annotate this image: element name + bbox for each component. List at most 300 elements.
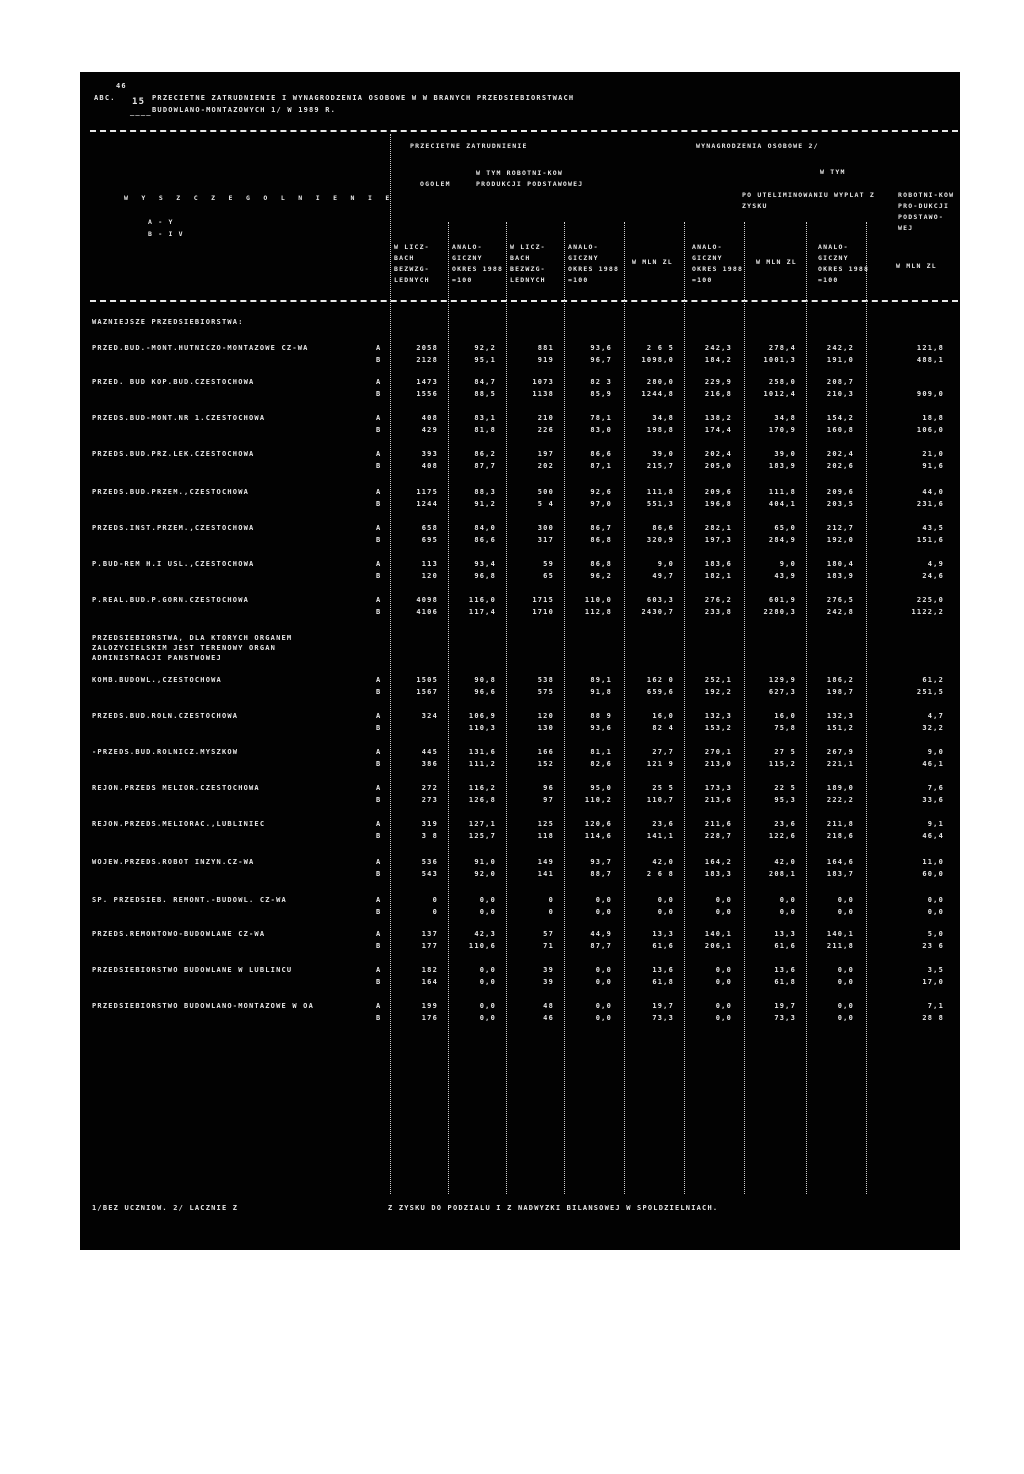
table-cell: 575 <box>537 688 554 696</box>
period-label-b: B <box>376 908 382 916</box>
table-cell: 93,6 <box>590 724 612 732</box>
table-cell: 91,8 <box>590 688 612 696</box>
table-cell: 3,5 <box>927 966 944 974</box>
table-cell: 111,8 <box>646 488 674 496</box>
table-cell: 199 <box>421 1002 438 1010</box>
table-cell: 252,1 <box>704 676 732 684</box>
table-cell: 110,0 <box>584 596 612 604</box>
table-cell: 0 <box>432 908 438 916</box>
table-cell: 202,4 <box>826 450 854 458</box>
table-cell: 233,8 <box>704 608 732 616</box>
column-separator <box>624 222 625 1194</box>
table-cell: 258,0 <box>768 378 796 386</box>
table-cell: 919 <box>537 356 554 364</box>
table-cell: 177 <box>421 942 438 950</box>
table-cell: 601,9 <box>768 596 796 604</box>
table-cell: 488,1 <box>916 356 944 364</box>
row-name: KOMB.BUDOWL.,CZESTOCHOWA <box>92 676 222 684</box>
page-number: 46 <box>116 82 127 90</box>
table-cell: 154,2 <box>826 414 854 422</box>
table-cell: 202 <box>537 462 554 470</box>
table-cell: 209,6 <box>826 488 854 496</box>
title-underline: ──── <box>130 112 152 120</box>
period-label-b: B <box>376 426 382 434</box>
table-cell: 46 <box>543 1014 554 1022</box>
table-cell: 445 <box>421 748 438 756</box>
table-cell: 0,0 <box>715 908 732 916</box>
table-cell: 170,9 <box>768 426 796 434</box>
table-cell: 141 <box>537 870 554 878</box>
row-name: PRZEDS.INST.PRZEM.,CZESTOCHOWA <box>92 524 255 532</box>
table-cell: 659,6 <box>646 688 674 696</box>
header-wages: WYNAGRODZENIA OSOBOWE 2/ <box>696 142 819 150</box>
header-w-tym: W TYM <box>820 168 846 176</box>
period-label-a: A <box>376 712 382 720</box>
table-cell: 0 <box>548 908 554 916</box>
table-cell: 34,8 <box>652 414 674 422</box>
row-name: P.REAL.BUD.P.GORN.CZESTOCHOWA <box>92 596 250 604</box>
column-separator <box>866 222 867 1194</box>
period-label-a: A <box>376 414 382 422</box>
table-cell: 0,0 <box>779 896 796 904</box>
table-cell: 87,1 <box>590 462 612 470</box>
table-cell: 0,0 <box>837 908 854 916</box>
table-cell: 23 6 <box>922 942 944 950</box>
table-cell: 1098,0 <box>641 356 674 364</box>
period-label-b: B <box>376 536 382 544</box>
table-cell: 4106 <box>416 608 438 616</box>
table-cell: 0,0 <box>715 978 732 986</box>
row-name: PRZEDS.REMONTOWO-BUDOWLANE CZ-WA <box>92 930 266 938</box>
table-cell: 85,9 <box>590 390 612 398</box>
table-cell: 42,0 <box>774 858 796 866</box>
row-name: -PRZEDS.BUD.ROLNICZ.MYSZKOW <box>92 748 239 756</box>
table-cell: 131,6 <box>468 748 496 756</box>
table-cell: 210 <box>537 414 554 422</box>
table-cell: 96,2 <box>590 572 612 580</box>
table-cell: 0,0 <box>837 896 854 904</box>
table-cell: 0,0 <box>595 908 612 916</box>
period-label-b: B <box>376 462 382 470</box>
table-cell: 91,2 <box>474 500 496 508</box>
header-mln-3: W MLN ZL <box>896 262 937 270</box>
period-label-b: B <box>376 572 382 580</box>
table-cell: 96,8 <box>474 572 496 580</box>
table-cell: 65 <box>543 572 554 580</box>
table-cell: 18,8 <box>922 414 944 422</box>
table-cell: 210,3 <box>826 390 854 398</box>
table-cell: 215,7 <box>646 462 674 470</box>
table-cell: 191,0 <box>826 356 854 364</box>
table-cell: 0,0 <box>595 1014 612 1022</box>
table-cell: 0,0 <box>779 908 796 916</box>
row-name: PRZEDS.BUD-MONT.NR 1.CZESTOCHOWA <box>92 414 266 422</box>
table-cell: 267,9 <box>826 748 854 756</box>
table-cell: 83,1 <box>474 414 496 422</box>
table-cell: 141,1 <box>646 832 674 840</box>
table-cell: 16,0 <box>774 712 796 720</box>
table-cell: 149 <box>537 858 554 866</box>
table-cell: 73,3 <box>652 1014 674 1022</box>
table-cell: 88,7 <box>590 870 612 878</box>
table-cell: 2430,7 <box>641 608 674 616</box>
table-cell: 2058 <box>416 344 438 352</box>
table-cell: 22 5 <box>774 784 796 792</box>
table-cell: 116,0 <box>468 596 496 604</box>
column-separator <box>448 222 449 1194</box>
period-label-b: B <box>376 760 382 768</box>
table-cell: 213,0 <box>704 760 732 768</box>
table-cell: 140,1 <box>826 930 854 938</box>
table-cell: 164,6 <box>826 858 854 866</box>
table-cell: 151,6 <box>916 536 944 544</box>
table-cell: 111,2 <box>468 760 496 768</box>
table-cell: 0,0 <box>479 896 496 904</box>
table-cell: 39,0 <box>774 450 796 458</box>
table-cell: 284,9 <box>768 536 796 544</box>
header-count-2: W LICZ-BACH BEZWZG-LEDNYCH <box>510 243 546 284</box>
table-cell: 83,0 <box>590 426 612 434</box>
table-cell: 43,9 <box>774 572 796 580</box>
table-cell: 7,1 <box>927 1002 944 1010</box>
table-cell: 183,6 <box>704 560 732 568</box>
period-label-a: A <box>376 676 382 684</box>
table-cell: 242,8 <box>826 608 854 616</box>
table-cell: 61,2 <box>922 676 944 684</box>
table-cell: 121 9 <box>646 760 674 768</box>
table-cell: 125 <box>537 820 554 828</box>
period-label-a: A <box>376 896 382 904</box>
table-cell: 13,6 <box>774 966 796 974</box>
period-label-a: A <box>376 596 382 604</box>
table-cell: 122,6 <box>768 832 796 840</box>
table-cell: 86,6 <box>474 536 496 544</box>
table-cell: 0,0 <box>715 966 732 974</box>
table-cell: 88,5 <box>474 390 496 398</box>
table-cell: 173,3 <box>704 784 732 792</box>
table-cell: 5 4 <box>537 500 554 508</box>
table-cell: 500 <box>537 488 554 496</box>
table-cell: 81,8 <box>474 426 496 434</box>
table-cell: 125,7 <box>468 832 496 840</box>
table-cell: 121,8 <box>916 344 944 352</box>
table-cell: 222,2 <box>826 796 854 804</box>
table-cell: 228,7 <box>704 832 732 840</box>
period-label-a: A <box>376 748 382 756</box>
table-cell: 152 <box>537 760 554 768</box>
period-label-b: B <box>376 356 382 364</box>
table-cell: 46,4 <box>922 832 944 840</box>
table-cell: 2128 <box>416 356 438 364</box>
table-cell: 206,1 <box>704 942 732 950</box>
column-separator <box>684 222 685 1194</box>
table-cell: 229,9 <box>704 378 732 386</box>
table-cell: 429 <box>421 426 438 434</box>
table-cell: 282,1 <box>704 524 732 532</box>
table-cell: 218,6 <box>826 832 854 840</box>
table-cell: 0,0 <box>479 978 496 986</box>
table-cell: 11,0 <box>922 858 944 866</box>
table-cell: 120 <box>537 712 554 720</box>
table-cell: 192,2 <box>704 688 732 696</box>
table-cell: 138,2 <box>704 414 732 422</box>
table-cell: 205,0 <box>704 462 732 470</box>
table-cell: 4098 <box>416 596 438 604</box>
table-cell: 23,6 <box>774 820 796 828</box>
table-cell: 695 <box>421 536 438 544</box>
table-cell: 110,2 <box>584 796 612 804</box>
period-label-b: B <box>376 870 382 878</box>
table-cell: 88 9 <box>590 712 612 720</box>
table-cell: 86,2 <box>474 450 496 458</box>
table-cell: 81,1 <box>590 748 612 756</box>
column-separator <box>506 222 507 1194</box>
header-index-1: ANALO-GICZNY OKRES 1988 =100 <box>452 243 504 284</box>
period-label-a: A <box>376 488 382 496</box>
header-bottom-rule <box>90 300 958 302</box>
table-cell: 92,0 <box>474 870 496 878</box>
period-label-b: B <box>376 796 382 804</box>
table-cell: 23,6 <box>652 820 674 828</box>
table-cell: 225,0 <box>916 596 944 604</box>
table-cell: 208,7 <box>826 378 854 386</box>
table-cell: 25 5 <box>652 784 674 792</box>
period-label-a: A <box>376 820 382 828</box>
table-cell: 24,6 <box>922 572 944 580</box>
table-cell: 43,5 <box>922 524 944 532</box>
table-cell: 61,8 <box>652 978 674 986</box>
table-cell: 110,3 <box>468 724 496 732</box>
table-cell: 7,6 <box>927 784 944 792</box>
table-cell: 97,0 <box>590 500 612 508</box>
column-separator <box>744 222 745 1194</box>
row-name: REJON.PRZEDS MELIOR.CZESTOCHOWA <box>92 784 260 792</box>
table-cell: 3 8 <box>421 832 438 840</box>
table-cell: 2 6 8 <box>646 870 674 878</box>
table-cell: 87,7 <box>590 942 612 950</box>
table-cell: 272 <box>421 784 438 792</box>
table-cell: 603,3 <box>646 596 674 604</box>
period-label-a: A <box>376 378 382 386</box>
table-cell: 19,7 <box>774 1002 796 1010</box>
table-cell: 44,9 <box>590 930 612 938</box>
table-cell: 61,6 <box>652 942 674 950</box>
table-cell: 0,0 <box>657 908 674 916</box>
section-label: WAZNIEJSZE PRZEDSIEBIORSTWA: <box>92 318 244 326</box>
table-cell: 164,2 <box>704 858 732 866</box>
table-cell: 182 <box>421 966 438 974</box>
period-label-b: B <box>376 500 382 508</box>
table-cell: 57 <box>543 930 554 938</box>
table-cell: 91,0 <box>474 858 496 866</box>
table-cell: 408 <box>421 462 438 470</box>
table-cell: 0,0 <box>595 966 612 974</box>
header-mln-2: W MLN ZL <box>756 258 797 266</box>
table-cell: 211,6 <box>704 820 732 828</box>
row-name: WOJEW.PRZEDS.ROBOT INZYN.CZ-WA <box>92 858 255 866</box>
table-cell: 203,5 <box>826 500 854 508</box>
table-cell: 209,6 <box>704 488 732 496</box>
header-index-3: ANALO-GICZNY OKRES 1988 =100 <box>692 243 744 284</box>
table-cell: 1001,3 <box>763 356 796 364</box>
row-name: REJON.PRZEDS.MELIORAC.,LUBLINIEC <box>92 820 266 828</box>
table-cell: 9,0 <box>657 560 674 568</box>
table-cell: 0,0 <box>837 1002 854 1010</box>
table-cell: 1138 <box>532 390 554 398</box>
table-cell: 93,4 <box>474 560 496 568</box>
table-cell: 881 <box>537 344 554 352</box>
table-cell: 34,8 <box>774 414 796 422</box>
table-cell: 65,0 <box>774 524 796 532</box>
table-cell: 130 <box>537 724 554 732</box>
table-cell: 86,8 <box>590 536 612 544</box>
table-cell: 317 <box>537 536 554 544</box>
table-cell: 110,7 <box>646 796 674 804</box>
table-cell: 221,1 <box>826 760 854 768</box>
table-cell: 9,0 <box>927 748 944 756</box>
table-cell: 627,3 <box>768 688 796 696</box>
table-cell: 86,8 <box>590 560 612 568</box>
table-cell: 1473 <box>416 378 438 386</box>
table-cell: 39 <box>543 978 554 986</box>
table-cell: 393 <box>421 450 438 458</box>
table-cell: 1715 <box>532 596 554 604</box>
table-cell: 1073 <box>532 378 554 386</box>
table-title-line2: BUDOWLANO-MONTAZOWYCH 1/ W 1989 R. <box>152 106 337 114</box>
column-separator <box>564 222 565 1194</box>
table-cell: 42,3 <box>474 930 496 938</box>
table-cell: 61,6 <box>774 942 796 950</box>
table-cell: 151,2 <box>826 724 854 732</box>
table-cell: 96,6 <box>474 688 496 696</box>
table-cell: 164 <box>421 978 438 986</box>
table-cell: 73,3 <box>774 1014 796 1022</box>
legend-a: A - Y <box>148 218 174 226</box>
table-cell: 0,0 <box>479 966 496 974</box>
table-cell: 110,6 <box>468 942 496 950</box>
table-cell: 162 0 <box>646 676 674 684</box>
table-cell: 132,3 <box>704 712 732 720</box>
header-total: OGOLEM <box>420 180 451 188</box>
table-cell: 5,0 <box>927 930 944 938</box>
table-cell: 78,1 <box>590 414 612 422</box>
row-name: P.BUD-REM H.I USL.,CZESTOCHOWA <box>92 560 255 568</box>
header-incl-workers: W TYM ROBOTNI-KOW PRODUKCJI PODSTAWOWEJ <box>476 169 584 188</box>
table-cell: 319 <box>421 820 438 828</box>
table-cell: 0,0 <box>479 1002 496 1010</box>
table-cell: 48 <box>543 1002 554 1010</box>
table-cell: 4,9 <box>927 560 944 568</box>
column-separator <box>806 222 807 1194</box>
table-cell: 84,7 <box>474 378 496 386</box>
table-cell: 183,7 <box>826 870 854 878</box>
table-cell: 111,8 <box>768 488 796 496</box>
table-cell: 113 <box>421 560 438 568</box>
table-cell: 116,2 <box>468 784 496 792</box>
table-cell: 0,0 <box>715 896 732 904</box>
table-cell: 180,4 <box>826 560 854 568</box>
table-cell: 120 <box>421 572 438 580</box>
table-cell: 92,2 <box>474 344 496 352</box>
table-cell: 226 <box>537 426 554 434</box>
table-cell: 59 <box>543 560 554 568</box>
table-cell: 1710 <box>532 608 554 616</box>
row-name: PRZEDS.BUD.PRZEM.,CZESTOCHOWA <box>92 488 250 496</box>
row-name: SP. PRZEDSIEB. REMONT.-BUDOWL. CZ-WA <box>92 896 287 904</box>
header-production-workers: ROBOTNI-KOW PRO-DUKCJI PODSTAWO-WEJ <box>898 191 955 232</box>
table-cell: 106,9 <box>468 712 496 720</box>
table-cell: 1244 <box>416 500 438 508</box>
table-cell: 0,0 <box>715 1002 732 1010</box>
table-cell: 96,7 <box>590 356 612 364</box>
table-cell: 132,3 <box>826 712 854 720</box>
table-cell: 106,0 <box>916 426 944 434</box>
header-count-1: W LICZ-BACH BEZWZG-LEDNYCH <box>394 243 430 284</box>
table-cell: 13,3 <box>774 930 796 938</box>
table-cell: 93,6 <box>590 344 612 352</box>
table-cell: 82,6 <box>590 760 612 768</box>
table-cell: 242,3 <box>704 344 732 352</box>
table-cell: 86,7 <box>590 524 612 532</box>
table-cell: 88,3 <box>474 488 496 496</box>
period-label-a: A <box>376 1002 382 1010</box>
table-cell: 39,0 <box>652 450 674 458</box>
table-cell: 39 <box>543 966 554 974</box>
table-cell: 1012,4 <box>763 390 796 398</box>
period-label-b: B <box>376 688 382 696</box>
table-cell: 0,0 <box>715 1014 732 1022</box>
table-cell: 27,7 <box>652 748 674 756</box>
table-cell: 276,2 <box>704 596 732 604</box>
row-name: PRZEDS.BUD.PRZ.LEK.CZESTOCHOWA <box>92 450 255 458</box>
table-cell: 90,8 <box>474 676 496 684</box>
header-employment: PRZECIETNE ZATRUDNIENIE <box>410 142 528 150</box>
table-cell: 96 <box>543 784 554 792</box>
printout-sheet <box>80 72 960 1250</box>
table-cell: 909,0 <box>916 390 944 398</box>
table-cell: 1567 <box>416 688 438 696</box>
table-cell: 115,2 <box>768 760 796 768</box>
row-name: PRZEDS.BUD.ROLN.CZESTOCHOWA <box>92 712 239 720</box>
table-cell: 91,6 <box>922 462 944 470</box>
table-cell: 60,0 <box>922 870 944 878</box>
table-cell: 95,1 <box>474 356 496 364</box>
table-cell: 202,6 <box>826 462 854 470</box>
table-cell: 278,4 <box>768 344 796 352</box>
table-cell: 0,0 <box>657 896 674 904</box>
footnote-left: 1/BEZ UCZNIOW. 2/ LACZNIE Z <box>92 1204 239 1212</box>
table-cell: 0,0 <box>837 978 854 986</box>
table-cell: 114,6 <box>584 832 612 840</box>
table-cell: 273 <box>421 796 438 804</box>
table-cell: 198,8 <box>646 426 674 434</box>
table-cell: 211,8 <box>826 820 854 828</box>
table-cell: 538 <box>537 676 554 684</box>
table-cell: 0,0 <box>837 966 854 974</box>
table-cell: 82 3 <box>590 378 612 386</box>
table-cell: 0,0 <box>595 1002 612 1010</box>
period-label-b: B <box>376 608 382 616</box>
table-cell: 129,9 <box>768 676 796 684</box>
table-cell: 189,0 <box>826 784 854 792</box>
table-cell: 118 <box>537 832 554 840</box>
row-name: PRZED. BUD KOP.BUD.CZESTOCHOWA <box>92 378 255 386</box>
table-cell: 33,6 <box>922 796 944 804</box>
table-cell: 13,6 <box>652 966 674 974</box>
table-cell: 280,0 <box>646 378 674 386</box>
table-cell: 183,9 <box>826 572 854 580</box>
table-cell: 197 <box>537 450 554 458</box>
